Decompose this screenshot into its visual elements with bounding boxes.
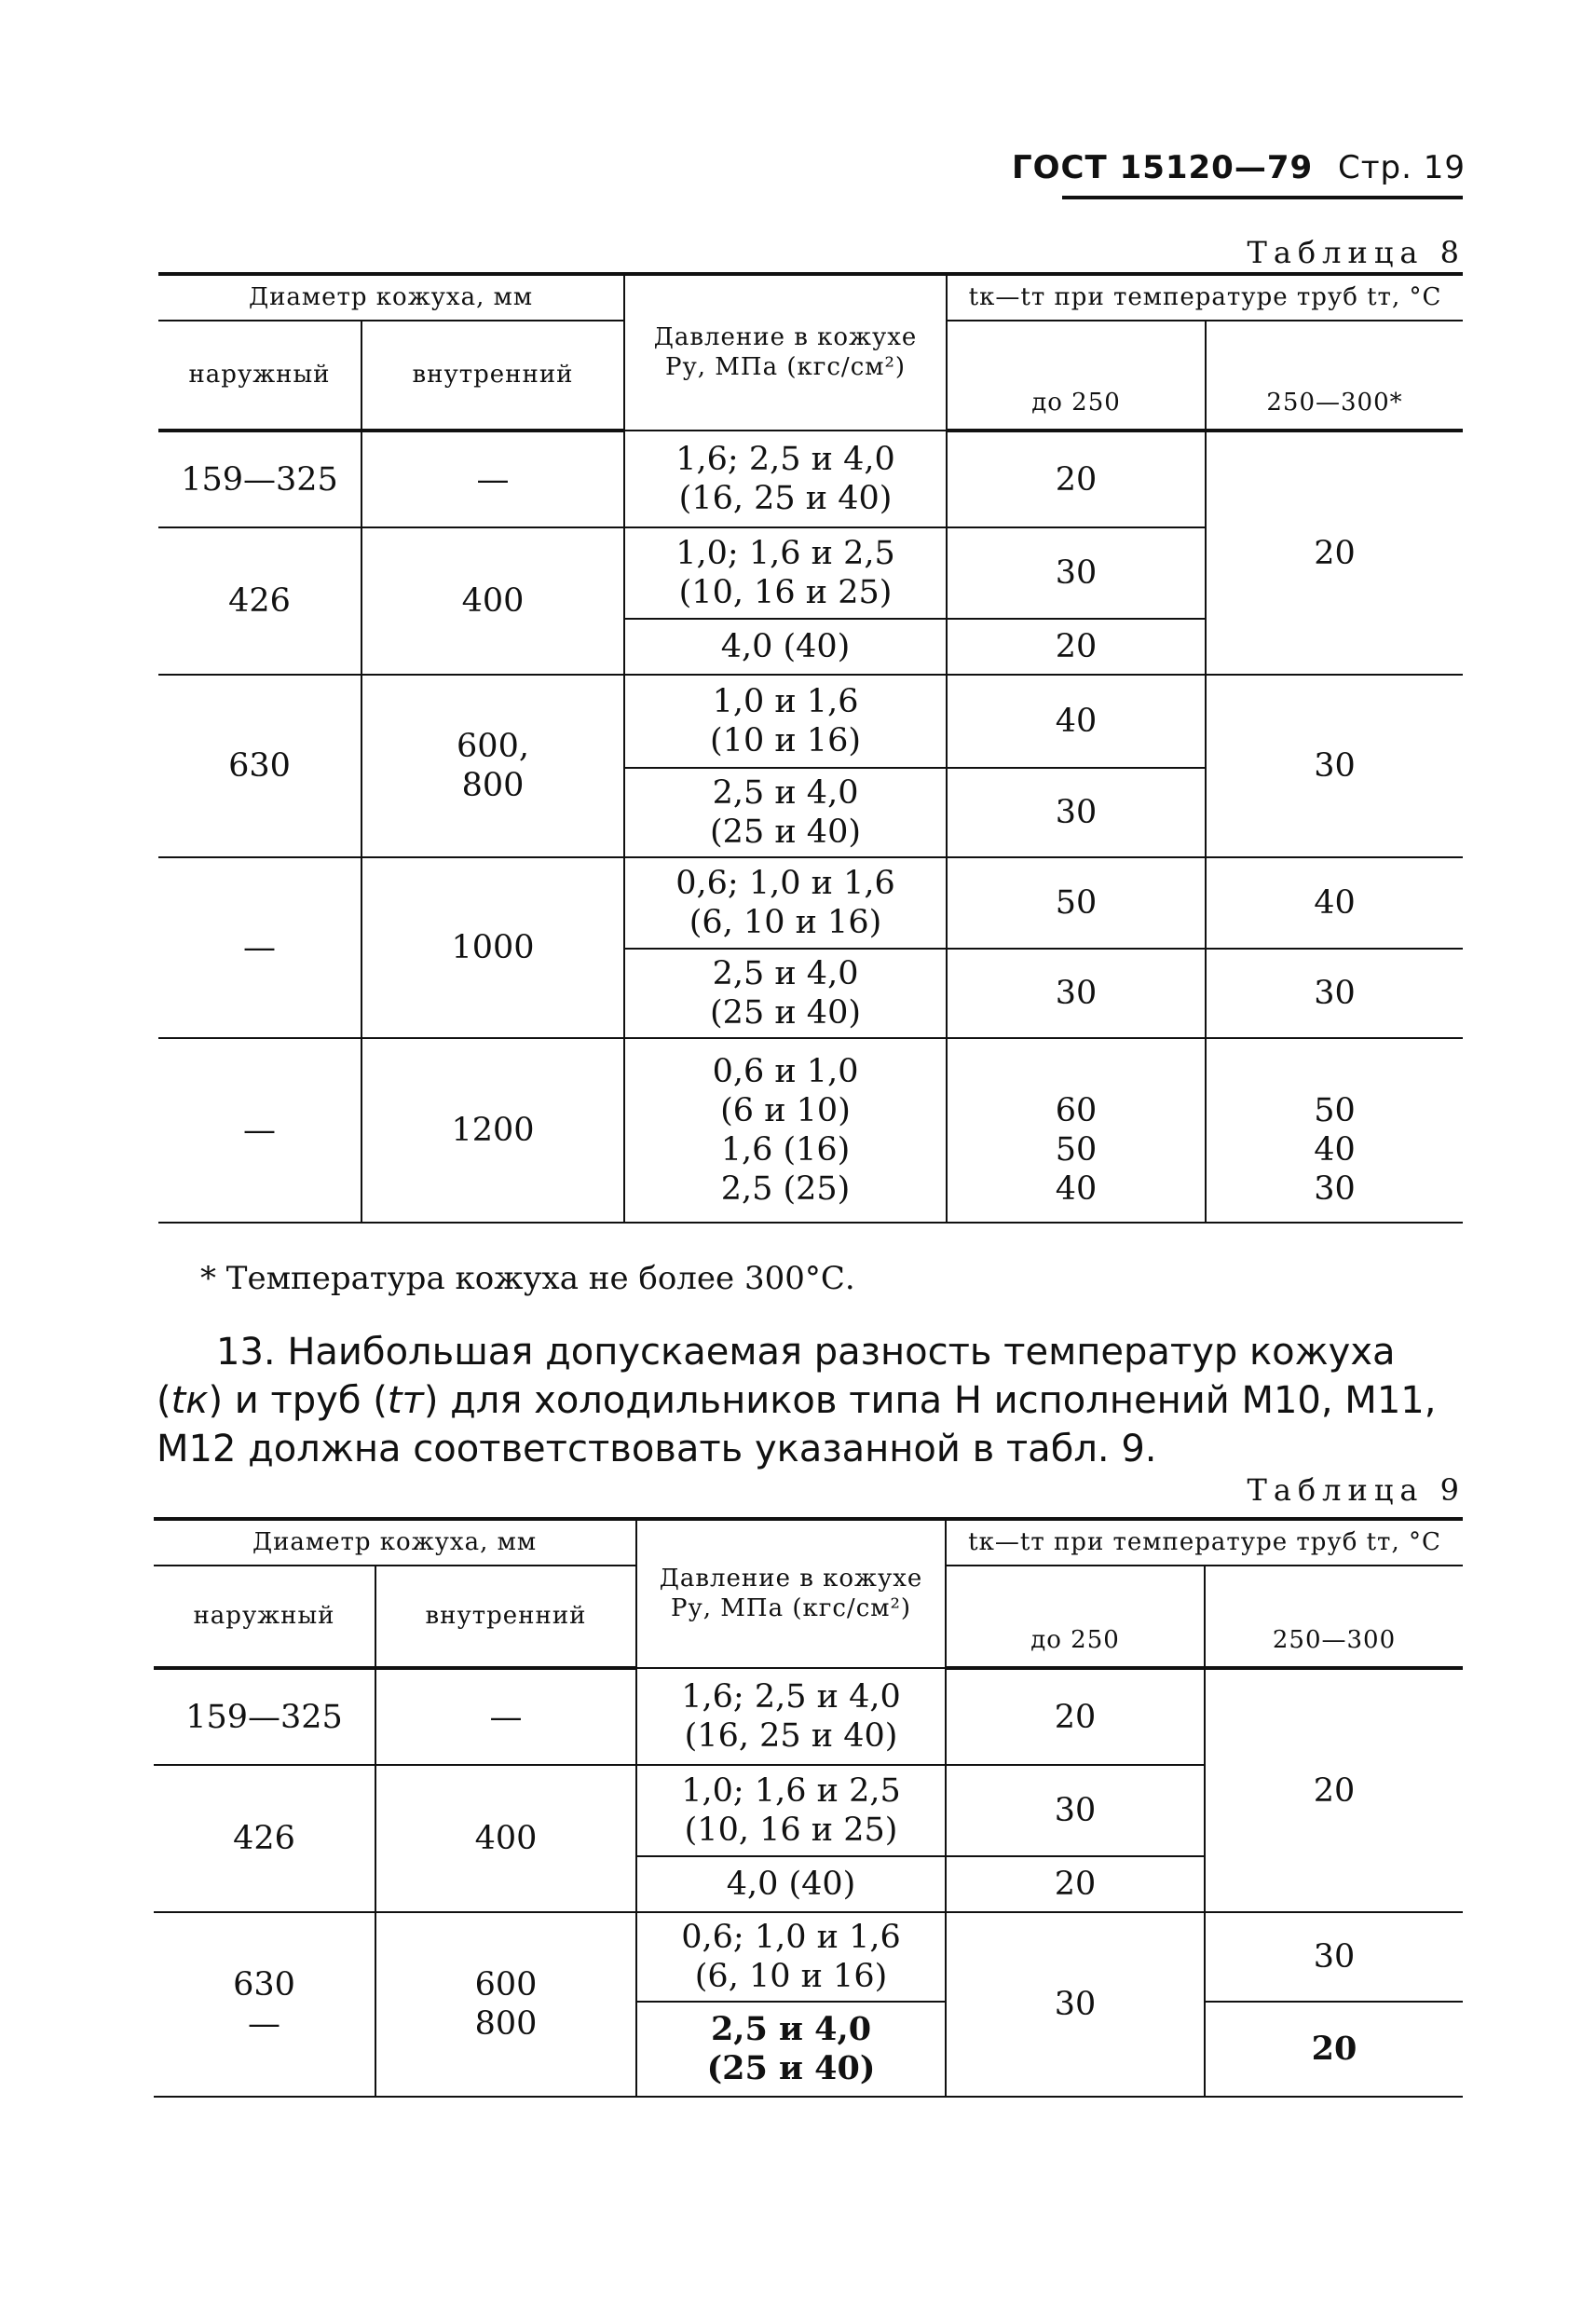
upto250-header: до 250	[947, 321, 1206, 431]
page-number: Стр. 19	[1337, 149, 1466, 186]
t1-cell: 30	[947, 949, 1206, 1038]
inner-cell: 600 800	[375, 1912, 636, 2097]
tt-symbol: tт	[387, 1379, 424, 1422]
delta-header-text: tк—tт при температуре труб tт, °С	[968, 1527, 1441, 1556]
paragraph-text-a: 13. Наибольшая допускаемая разность температур кожуха (	[157, 1331, 1396, 1422]
table-row	[158, 857, 1463, 949]
outer-header: наружный	[154, 1566, 375, 1668]
tk-symbol: tк	[171, 1379, 209, 1422]
inner-header: внутренний	[375, 1566, 636, 1668]
outer-cell: 159—325	[154, 1668, 375, 1765]
t1-cell: 20	[946, 1856, 1205, 1912]
pressure-cell: 4,0 (40)	[636, 1856, 946, 1912]
header-rule	[1062, 196, 1463, 199]
t1-cell: 50	[947, 857, 1206, 949]
delta-header	[946, 1519, 1463, 1566]
pressure-cell: 1,6; 2,5 и 4,0 (16, 25 и 40)	[636, 1668, 946, 1765]
pressure-header: Давление в кожухе Pу, МПа (кгс/см²)	[624, 274, 947, 431]
outer-cell: 159—325	[158, 431, 361, 527]
paragraph-text-b: ) и труб (	[208, 1379, 388, 1422]
t2-cell: 50 40 30	[1206, 1038, 1463, 1223]
paragraph-text-c: ) для холодильников типа Н исполнений М10, М11, М12 должна соответствовать указанной в табл. 9.	[157, 1379, 1437, 1470]
pressure-cell: 1,0 и 1,6 (10 и 16)	[624, 675, 947, 768]
t1-cell: 40	[947, 675, 1206, 768]
inner-cell: 1000	[361, 857, 624, 1038]
t2-cell: 30	[1205, 1912, 1463, 2002]
t2-cell: 40	[1206, 857, 1463, 949]
pressure-cell: 0,6; 1,0 и 1,6 (6, 10 и 16)	[636, 1912, 946, 2002]
table8-footnote: * Температура кожуха не более 300°С.	[200, 1260, 855, 1297]
outer-cell: —	[158, 857, 361, 1038]
outer-cell: 630	[158, 675, 361, 857]
range250-300-header: 250—300	[1205, 1566, 1463, 1668]
table-row	[158, 431, 1463, 527]
t2-cell: 30	[1206, 675, 1463, 857]
delta-header-text: tк—tт при температуре труб tт, °С	[968, 282, 1442, 311]
t1-cell: 30	[947, 768, 1206, 857]
table9	[154, 1517, 1463, 2098]
pressure-cell: 2,5 и 4,0 (25 и 40)	[624, 949, 947, 1038]
pressure-header: Давление в кожухе Pу, МПа (кгс/см²)	[636, 1519, 946, 1668]
t2-cell: 20	[1205, 1668, 1463, 1912]
inner-cell: —	[375, 1668, 636, 1765]
t2-cell: 30	[1206, 949, 1463, 1038]
outer-header: наружный	[158, 321, 361, 431]
t2-cell: 20	[1205, 2002, 1463, 2097]
table8-caption: Таблица 8	[1247, 235, 1466, 270]
diameter-header: Диаметр кожуха, мм	[158, 274, 624, 321]
t1-cell: 20	[947, 619, 1206, 675]
pressure-cell: 1,0; 1,6 и 2,5 (10, 16 и 25)	[624, 527, 947, 619]
t1-cell: 30	[946, 1912, 1205, 2097]
inner-cell: 600, 800	[361, 675, 624, 857]
upto250-header: до 250	[946, 1566, 1205, 1668]
pressure-cell: 1,0; 1,6 и 2,5 (10, 16 и 25)	[636, 1765, 946, 1856]
t1-cell: 20	[947, 431, 1206, 527]
t1-cell: 30	[947, 527, 1206, 619]
pressure-cell: 2,5 и 4,0 (25 и 40)	[636, 2002, 946, 2097]
outer-cell: 426	[158, 527, 361, 675]
inner-cell: 400	[361, 527, 624, 675]
outer-cell: 426	[154, 1765, 375, 1912]
diameter-header: Диаметр кожуха, мм	[154, 1519, 636, 1566]
pressure-cell: 2,5 и 4,0 (25 и 40)	[624, 768, 947, 857]
table-row	[154, 1912, 1463, 2002]
paragraph-13	[157, 1328, 1470, 1473]
inner-cell: 400	[375, 1765, 636, 1912]
t2-cell: 20	[1206, 431, 1463, 675]
inner-header: внутренний	[361, 321, 624, 431]
outer-cell: —	[158, 1038, 361, 1223]
outer-cell: 630 —	[154, 1912, 375, 2097]
standard-number: ГОСТ 15120—79	[1011, 149, 1314, 186]
table8	[158, 272, 1463, 1224]
pressure-cell: 1,6; 2,5 и 4,0 (16, 25 и 40)	[624, 431, 947, 527]
pressure-cell: 0,6; 1,0 и 1,6 (6, 10 и 16)	[624, 857, 947, 949]
inner-cell: —	[361, 431, 624, 527]
t1-cell: 20	[946, 1668, 1205, 1765]
pressure-cell: 0,6 и 1,0 (6 и 10) 1,6 (16) 2,5 (25)	[624, 1038, 947, 1223]
table-row	[158, 675, 1463, 768]
page-header	[1012, 149, 1466, 186]
table-row	[158, 1038, 1463, 1223]
t1-cell: 30	[946, 1765, 1205, 1856]
delta-header	[947, 274, 1463, 321]
table9-caption: Таблица 9	[1247, 1472, 1466, 1508]
inner-cell: 1200	[361, 1038, 624, 1223]
table-row	[154, 1668, 1463, 1765]
t1-cell: 60 50 40	[947, 1038, 1206, 1223]
pressure-cell: 4,0 (40)	[624, 619, 947, 675]
range250-300-header: 250—300*	[1206, 321, 1463, 431]
